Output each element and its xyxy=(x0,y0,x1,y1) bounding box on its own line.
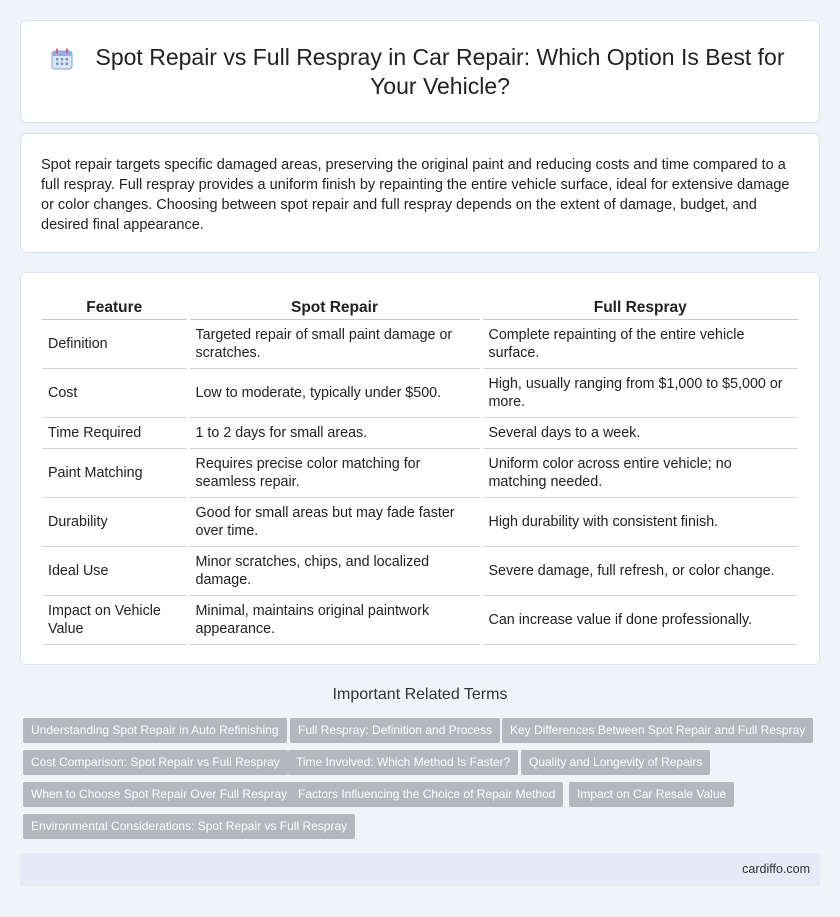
table-cell-feature: Cost xyxy=(42,368,188,417)
header-card xyxy=(20,20,820,123)
related-term-tag[interactable]: Quality and Longevity of Repairs xyxy=(521,750,710,775)
related-term-tag[interactable]: Time Involved: Which Method Is Faster? xyxy=(288,750,518,775)
related-term-tag[interactable]: Impact on Car Resale Value xyxy=(569,782,734,807)
comparison-table xyxy=(42,297,798,645)
table-header-cell: Full Respray xyxy=(481,297,798,319)
related-term-tag[interactable]: Cost Comparison: Spot Repair vs Full Respray xyxy=(23,750,288,775)
table-header-cell: Feature xyxy=(42,297,188,319)
table-cell-spot-repair: Good for small areas but may fade faster over time. xyxy=(188,497,481,546)
table-cell-full-respray: Complete repainting of the entire vehicle surface. xyxy=(481,319,798,368)
table-cell-spot-repair: Minor scratches, chips, and localized damage. xyxy=(188,546,481,595)
table-cell-full-respray: Severe damage, full refresh, or color change. xyxy=(481,546,798,595)
table-cell-spot-repair: Requires precise color matching for seamless repair. xyxy=(188,448,481,497)
table-cell-spot-repair: Targeted repair of small paint damage or scratches. xyxy=(188,319,481,368)
table-cell-feature: Time Required xyxy=(42,417,188,448)
table-row xyxy=(42,497,798,546)
table-row xyxy=(42,319,798,368)
table-cell-feature: Ideal Use xyxy=(42,546,188,595)
table-row xyxy=(42,417,798,448)
intro-paragraph: Spot repair targets specific damaged areas, preserving the original paint and reducing costs and time compared to a full respray. Full respray provides a uniform finish by repainting the entire vehicle surface, ideal for extensive damage or color changes. Choosing between spot repair and full respray depends on the extent of damage, budget, and desired final appearance. xyxy=(41,157,790,233)
page-title: Spot Repair vs Full Respray in Car Repair: Which Option Is Best for Your Vehicle? xyxy=(95,44,785,99)
footer-bar xyxy=(20,853,820,886)
related-term-tag[interactable]: Full Respray: Definition and Process xyxy=(290,718,500,743)
related-term-tag[interactable]: When to Choose Spot Repair Over Full Respray xyxy=(23,782,295,807)
table-cell-full-respray: Several days to a week. xyxy=(481,417,798,448)
footer-brand[interactable]: cardiffo.com xyxy=(742,862,810,876)
table-cell-feature: Impact on Vehicle Value xyxy=(42,595,188,644)
table-cell-full-respray: Uniform color across entire vehicle; no matching needed. xyxy=(481,448,798,497)
related-term-tag[interactable]: Key Differences Between Spot Repair and Full Respray xyxy=(502,718,813,743)
related-term-tag[interactable]: Environmental Considerations: Spot Repair vs Full Respray xyxy=(23,814,355,839)
table-cell-feature: Durability xyxy=(42,497,188,546)
table-row xyxy=(42,595,798,644)
table-cell-full-respray: High durability with consistent finish. xyxy=(481,497,798,546)
table-cell-feature: Definition xyxy=(42,319,188,368)
table-cell-spot-repair: 1 to 2 days for small areas. xyxy=(188,417,481,448)
table-row xyxy=(42,368,798,417)
related-term-tag[interactable]: Factors Influencing the Choice of Repair Method xyxy=(290,782,563,807)
table-header-cell: Spot Repair xyxy=(188,297,481,319)
related-term-tag[interactable]: Understanding Spot Repair in Auto Refinishing xyxy=(23,718,287,743)
comparison-table-card xyxy=(20,272,820,665)
table-cell-spot-repair: Minimal, maintains original paintwork appearance. xyxy=(188,595,481,644)
table-row xyxy=(42,448,798,497)
table-row xyxy=(42,546,798,595)
table-cell-full-respray: Can increase value if done professionally. xyxy=(481,595,798,644)
intro-card xyxy=(20,133,820,253)
table-cell-spot-repair: Low to moderate, typically under $500. xyxy=(188,368,481,417)
table-header-row xyxy=(42,297,798,319)
related-terms-heading: Important Related Terms xyxy=(332,686,508,703)
table-cell-full-respray: High, usually ranging from $1,000 to $5,000 or more. xyxy=(481,368,798,417)
table-cell-feature: Paint Matching xyxy=(42,448,188,497)
